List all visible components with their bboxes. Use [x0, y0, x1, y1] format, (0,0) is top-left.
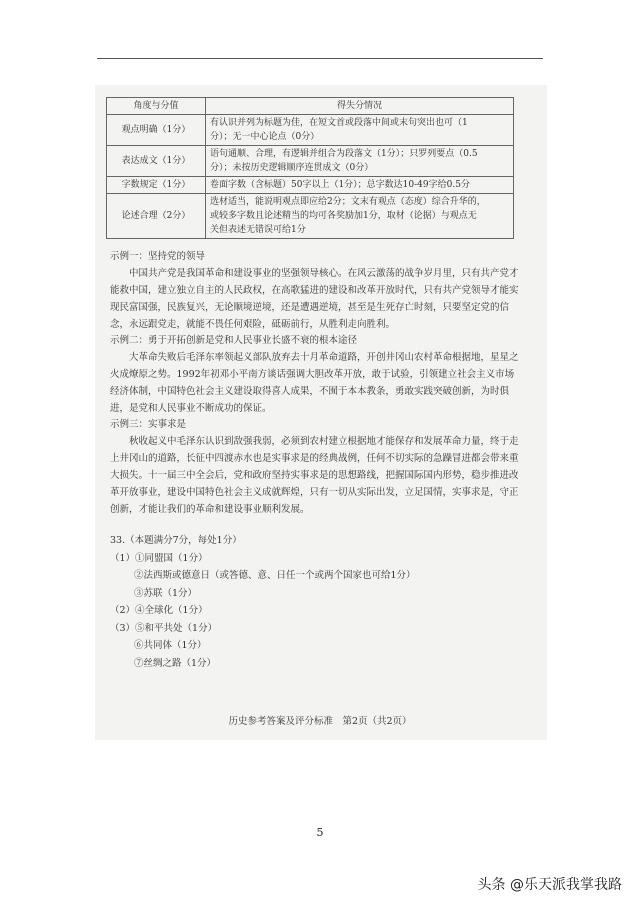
example-body: 秋收起义中毛泽东认识到敌强我弱，必须到农村建立根据地才能保存和发展革命力量，终于走上井冈山的道路，长征中四渡赤水也是实事求是的经典战例，任何不切实际的急躁冒进都会带来重大损失。十一届三中全会后，党和政府坚持实事求是的思想路线，把握国际国内形势，稳步推进改革开放事业，建设中国特色社会主义成就辉煌，只有一切从实际出发，立足国情，实事求是，守正创新，才能让我们的革命和建设事业顺利发展。 [110, 436, 519, 515]
scoring-line: 或较多字数且论述精当的均可各奖励加1分，取材（论据）与观点无 [210, 211, 477, 221]
scoring-table [106, 97, 514, 239]
question-title: 33.（本题满分7分，每处1分） [110, 535, 242, 546]
table-row [107, 177, 514, 194]
scoring-line: 有认识并列为标题为佳，在短文首或段落中间或末句突出也可（1 [210, 118, 468, 128]
example-two [110, 332, 520, 417]
scoring-line: 关但表述无错误可给1分 [210, 225, 306, 235]
answer-text: ③苏联（1分） [134, 587, 198, 599]
answer-line [110, 567, 416, 585]
table-cell-scoring [206, 194, 514, 239]
top-rule [97, 58, 543, 59]
page-number: 5 [316, 826, 324, 839]
table-cell-dimension: 字数规定（1分） [107, 177, 206, 194]
watermark-text: 头条 @乐天派我掌我路 [477, 877, 622, 893]
table-header-row [107, 98, 514, 115]
answer-line [110, 602, 416, 620]
answer-line [110, 637, 416, 655]
answer-line [110, 585, 416, 603]
table-row [107, 146, 514, 177]
table-row [107, 194, 514, 239]
example-body: 中国共产党是我国革命和建设事业的坚强领导核心。在风云激荡的战争岁月里，只有共产党才能救中国，建立独立自主的人民政权，在高歌猛进的建设和改革开放时代，只有共产党领导才能实现民富国强，民族复兴，无论顺境逆境，还是遭遇逆境，甚至是生死存亡时刻，只要坚定党的信念，永远跟党走，就能不畏任何艰险，砥砺前行，从胜利走向胜利。 [110, 268, 519, 330]
scoring-line: 卷面字数（含标题）50字以上（1分）；总字数达10-49字给0.5分 [210, 180, 470, 190]
example-three [110, 416, 520, 518]
example-one [110, 248, 520, 333]
answer-text: ⑥共同体（1分） [134, 640, 207, 651]
scoring-line: 分）；无一中心论点（0分） [210, 132, 320, 142]
answer-prefix: （2） [110, 605, 136, 616]
table-cell-scoring [206, 115, 514, 146]
page-footer: 历史参考答案及评分标准 第2页（共2页） [228, 716, 412, 727]
answer-prefix: （3） [110, 622, 136, 634]
scoring-line: 选材适当，能说明观点即应给2分；文末有观点（态度）综合升华的， [210, 197, 486, 207]
scoring-line: 语句通顺、合理，有逻辑并组合为段落文（1分）；只罗列要点（0.5 [210, 149, 478, 159]
question-33 [110, 532, 416, 672]
answer-text: ②法西斯或德意日（或答德、意、日任一个或两个国家也可给1分） [134, 570, 416, 581]
answer-line [110, 550, 416, 568]
table-header-dimension: 角度与分值 [107, 98, 206, 115]
answer-text: ①同盟国（1分） [135, 552, 208, 564]
answer-line [110, 620, 416, 638]
table-cell-dimension: 论述合理（2分） [107, 194, 206, 239]
answer-text: ④全球化（1分） [135, 605, 208, 616]
example-label: 示例一：坚持党的领导 [110, 251, 206, 262]
example-label: 示例三：实事求是 [110, 419, 187, 430]
answer-prefix: （1） [110, 552, 136, 564]
table-cell-dimension: 观点明确（1分） [107, 115, 206, 146]
answer-text: ⑤和平共处（1分） [135, 622, 218, 634]
table-cell-scoring [206, 177, 514, 194]
table-cell-dimension: 表达成文（1分） [107, 146, 206, 177]
answer-line [110, 655, 416, 673]
answer-text: ⑦丝绸之路（1分） [134, 657, 217, 669]
table-header-scoring: 得失分情况 [206, 98, 514, 115]
table-row [107, 115, 514, 146]
scoring-line: 分）；未按历史逻辑顺序连贯成文（0分） [210, 163, 374, 173]
example-label: 示例二：勇于开拓创新是党和人民事业长盛不衰的根本途径 [110, 335, 358, 346]
example-body: 大革命失败后毛泽东率领起义部队放弃去十月革命道路，开创井冈山农村革命根据地，星星之火成燎原之势。1992年初邓小平南方谈话强调大胆改革开放，敢于试验，引领建立社会主义市场经济体制，中国特色社会主义建设取得喜人成果，不囿于本本教条，勇敢实践突破创新，为时俱进，是党和人民事业不断成功的保证。 [110, 352, 519, 414]
table-cell-scoring [206, 146, 514, 177]
